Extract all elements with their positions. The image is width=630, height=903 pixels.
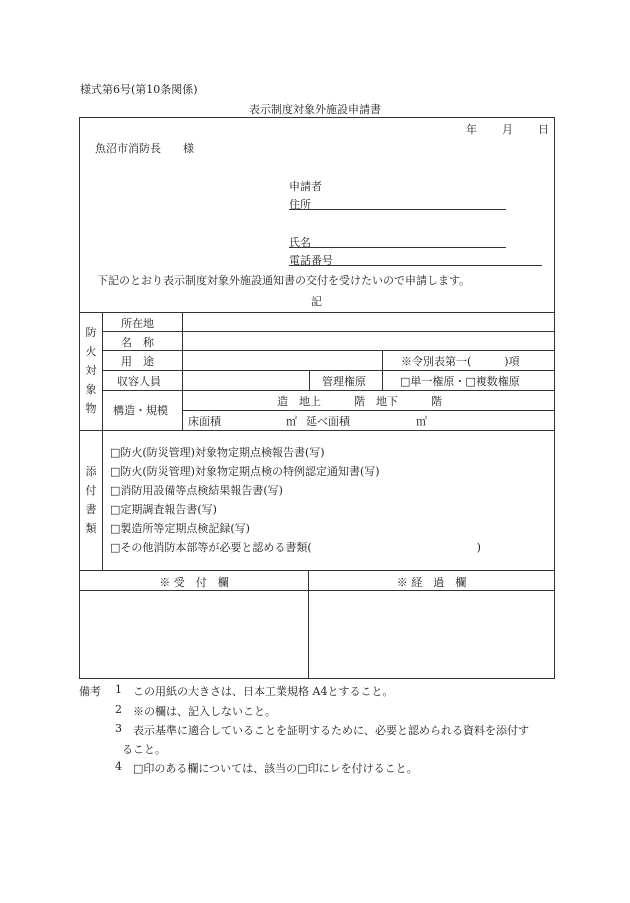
note-text: この用紙の大きさは、日本工業規格 A4とすること。 [133,685,394,698]
attachments-side-divider [102,430,103,570]
note-text: □印のある欄については、該当の□印にレを付けること。 [133,762,418,775]
total-area-label: 延べ面積 [306,415,350,428]
receipt-header-bottom [80,590,554,591]
date-year-label: 年 [466,123,477,136]
address-underline [289,209,506,210]
date-day-label: 日 [538,123,549,136]
use-ref-divider [382,350,383,370]
attachment-item: □防火(防災管理)対象物定期点検報告書(写) [110,446,325,459]
floor-area-unit: ㎡ [286,415,297,428]
receipt-top [80,570,554,571]
object-side-char: 対 [85,364,97,377]
row-divider [102,390,554,391]
kanri-options: □単一権原・□複数権原 [400,375,520,388]
note-number: 3 [115,722,122,735]
attachment-item: □その他消防本部等が必要と認める書類( ) [110,541,481,554]
note-text: 表示基準に適合していることを証明するために、必要と認められる資料を添付す [133,724,529,737]
applicant-phone-label: 電話番号 [289,254,333,267]
object-side-char: 火 [85,345,97,358]
request-text: 下記のとおり表示制度対象外施設通知書の交付を受けたいので申請します。 [97,274,471,287]
object-side-char: 物 [85,402,97,415]
form-number: 様式第6号(第10条関係) [80,83,198,96]
attachment-item: □定期調査報告書(写) [110,503,217,516]
object-label-divider [182,312,183,430]
applicant-name-label: 氏名 [289,236,311,249]
note-text: ること。 [122,743,166,756]
name-label: 名 称 [121,336,154,349]
attachments-side-char: 付 [85,484,97,497]
name-underline [289,247,506,248]
note-number: 4 [115,760,122,773]
use-ref: ※令別表第一( )項 [401,355,520,368]
applicant-heading: 申請者 [289,180,322,193]
object-side-label [83,323,99,418]
capacity-label: 収容人員 [117,375,161,388]
note-text: ※の欄は、記入しないこと。 [133,705,276,718]
addressee: 魚沼市消防長 様 [95,142,194,155]
notes-label: 備考 [79,685,101,698]
object-side-char: 象 [85,383,97,396]
page-title: 表示制度対象外施設申請書 [249,103,381,116]
applicant-address-label: 住所 [289,198,311,211]
ki-label: 記 [311,295,322,308]
attachments-side-label [83,462,99,538]
receipt-header: ※ 受 付 欄 [159,576,229,589]
attachments-side-char: 類 [85,522,97,535]
progress-header: ※ 経 過 欄 [396,576,467,589]
row-divider [182,410,554,411]
object-section-top [80,312,554,313]
row-divider [102,370,554,371]
structure-label: 構造・規模 [113,404,168,417]
kanri-label: 管理権原 [322,375,366,388]
floor-area-label: 床面積 [188,415,221,428]
use-label: 用 途 [121,355,154,368]
attachment-item: □製造所等定期点検記録(写) [110,522,250,535]
attachment-item: □消防用設備等点検結果報告書(写) [110,484,283,497]
total-area-unit: ㎡ [416,415,427,428]
kanri-divider-left [309,370,310,390]
date-month-label: 月 [502,123,513,136]
row-divider [102,331,554,332]
attachments-top [80,430,554,431]
attachment-item: □防火(防災管理)対象物定期点検の特例認定通知書(写) [110,465,380,478]
structure-line: 造 地上 階 地下 階 [277,395,442,408]
phone-underline [289,265,542,266]
row-divider [102,350,554,351]
note-number: 1 [115,683,122,696]
note-number: 2 [115,703,122,716]
attachments-side-char: 添 [85,465,97,478]
location-label: 所在地 [121,317,154,330]
attachments-side-char: 書 [85,503,97,516]
object-side-char: 防 [85,326,97,339]
kanri-divider-right [382,370,383,390]
object-side-divider [102,312,103,430]
